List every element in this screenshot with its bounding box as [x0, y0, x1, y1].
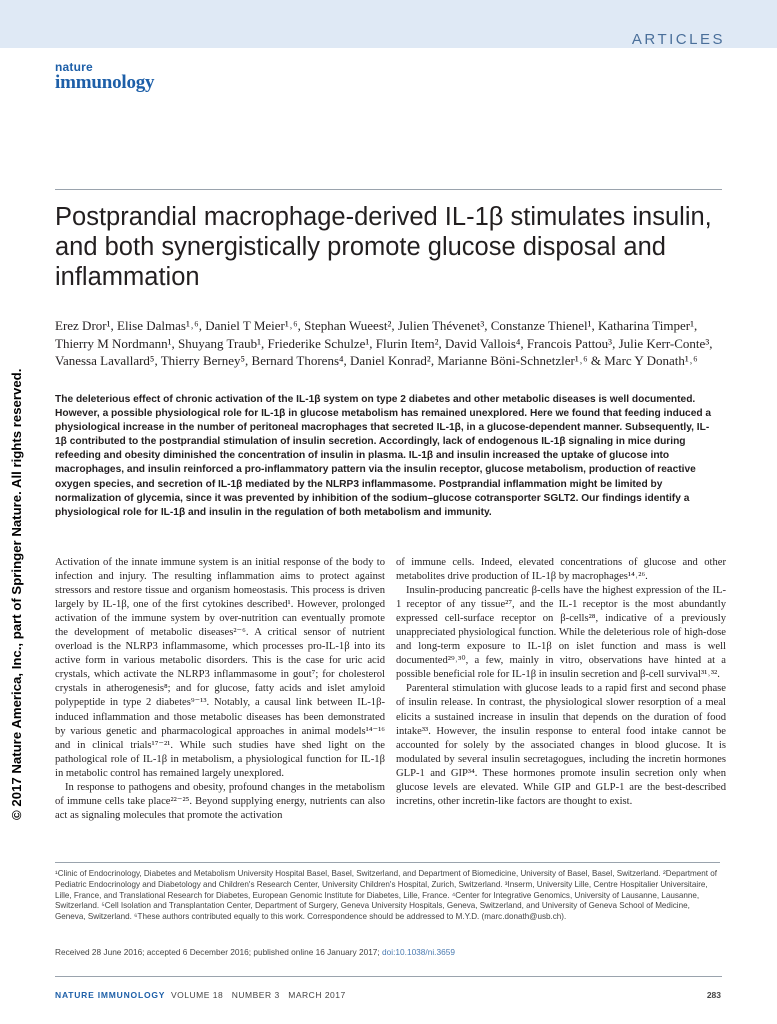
journal-logo	[55, 61, 154, 92]
paragraph: In response to pathogens and obesity, profound changes in the metabolism of immune cells take place²²⁻²⁵. Beyond supplying energy, nutrients can also act as signaling molecules that promote the activation	[55, 781, 385, 821]
page-number: 283	[706, 990, 721, 1000]
paragraph: of immune cells. Indeed, elevated concentrations of glucose and other metabolites drive production of IL-1β by macrophages¹⁴˒²⁶.	[396, 557, 726, 583]
title-divider	[55, 189, 722, 190]
affiliation-footnotes: ¹Clinic of Endocrinology, Diabetes and Metabolism University Hospital Basel, Basel, Switzerland, and Department of Biomedicine, University of Basel, Basel, Switzerland. ²Department of Pediatric Endocrinology and Diabetology and Children's Research Center, University Children's Hospital, Zurich, Switzerland. ³Inserm, University Lille, Centre Hospitalier Universitaire, Lille, France, and Translational Research for Diabetes, European Genomic Institute for Diabetes, Lille, France. ⁴Center for Integrative Genomics, University of Lausanne, Lausanne, Switzerland. ⁵Cell Isolation and Transplantation Center, Department of Surgery, Geneva University Hospitals, Geneva, Switzerland, and University of Geneva School of Medicine, Geneva, Switzerland. ⁶These authors contributed equally to this work. Correspondence should be addressed to M.Y.D. (marc.donath@usb.ch).	[55, 869, 718, 922]
copyright-text: © 2017 Nature America, Inc., part of Springer Nature. All rights reserved.	[9, 368, 24, 820]
footnote-divider	[55, 862, 720, 863]
received-line	[55, 947, 722, 957]
received-dates: Received 28 June 2016; accepted 6 December 2016; published online 16 January 2017;	[55, 947, 380, 957]
article-title: Postprandial macrophage-derived IL-1β stimulates insulin, and both synergistically promote glucose disposal and inflammation	[55, 203, 712, 291]
paragraph: Activation of the innate immune system is an initial response of the body to infection and injury. The resulting inflammation aims to protect against stressors and restore tissue and organism homeostasis. This process is driven largely by IL-1β, one of the first cytokines described¹. However, prolonged activation of the immune system by over-nutrition can eventually promote the development of metabolic diseases²⁻⁶. A critical sensor of nutrient overload is the NLRP3 inflammasome, which processes pro-IL-1β into its active form in various metabolic disorders. This is the case for uric acid crystals, which activate the NLRP3 inflammasome in gout⁷; for cholesterol crystals in atherogenesis⁸; and for glucose, fatty acids and islet amyloid polypeptide in type 2 diabetes⁹⁻¹³. Notably, a causal link between IL-1β-induced inflammation and those metabolic diseases has been demonstrated by various genetic and pharmacological approaches in animal models¹⁴⁻¹⁶ and in clinical trials¹⁷⁻²¹. While such studies have shed light on the pathological role of IL-1β in metabolism, a physiological function for IL-1β in metabolic control has remained largely unexplored.	[55, 557, 385, 779]
footer-divider	[55, 976, 722, 977]
footer-journal: NATURE IMMUNOLOGY	[55, 990, 166, 1000]
paragraph: Insulin-producing pancreatic β-cells have the highest expression of the IL-1 receptor of any tissue²⁷, and the IL-1 receptor is the most abundantly expressed cell-surface receptor on β-cells²⁸, indicative of a previously unappreciated physiological function. While the deleterious role of high-dose and long-term exposure to IL-1β on islet function and mass is well documented²⁹˒³⁰, a few, mainly in vitro, observations have hinted at a possible beneficial role for IL-1β in insulin secretion and β-cell survival³¹˒³².	[396, 585, 726, 681]
logo-line1: nature	[55, 60, 93, 74]
body-column-left	[55, 556, 385, 823]
section-label: ARTICLES	[631, 31, 725, 48]
copyright-sidebar	[9, 260, 29, 820]
logo-line2: immunology	[55, 72, 155, 93]
abstract: The deleterious effect of chronic activation of the IL-1β system on type 2 diabetes and other metabolic diseases is well documented. However, a possible physiological role for IL-1β in glucose metabolism has remained unexplored. Here we found that feeding induced a physiological increase in the number of peritoneal macrophages that secreted IL-1β, in a glucose-dependent manner. Subsequently, IL-1β contributed to the postprandial stimulation of insulin secretion. Accordingly, lack of endogenous IL-1β signaling in mice during refeeding and obesity diminished the concentration of insulin in plasma. IL-1β and insulin increased the uptake of glucose into macrophages, and insulin reinforced a pro-inflammatory pattern via the insulin receptor, glucose metabolism, production of reactive oxygen species, and secretion of IL-1β mediated by the NLRP3 inflammasome. Postprandial inflammation might be limited by normalization of glycemia, since it was prevented by inhibition of the sodium–glucose cotransporter SGLT2. Our findings identify a physiological role for IL-1β and insulin in the regulation of both metabolism and immunity.	[55, 394, 712, 518]
running-footer	[55, 990, 346, 1000]
paragraph: Parenteral stimulation with glucose leads to a rapid first and second phase of insulin release. In contrast, the physiological slower resorption of a meal elicits a sustained increase in insulin that depends on the duration of food intake³³. However, the insulin response to enteral food intake cannot be accounted for solely by the associated changes in blood glucose. It is modulated by several insulin secretagogues, including the incretin hormones GLP-1 and GIP³⁴. These hormones promote insulin secretion only when glucose levels are elevated. While GIP and GLP-1 are the best-described incretins, other incretin-like factors are thought to exist.	[396, 683, 726, 807]
footer-issue: VOLUME 18 NUMBER 3 MARCH 2017	[170, 990, 346, 1000]
doi-link[interactable]: doi:10.1038/ni.3659	[382, 947, 455, 957]
author-list: Erez Dror¹, Elise Dalmas¹˒⁶, Daniel T Meier¹˒⁶, Stephan Wueest², Julien Thévenet³, Constanze Thienel¹, Katharina Timper¹, Thierry M Nordmann¹, Shuyang Traub¹, Friederike Schulze¹, Flurin Item², David Vallois⁴, Francois Pattou³, Julie Kerr-Conte³, Vanessa Lavallard⁵, Thierry Berney⁵, Bernard Thorens⁴, Daniel Konrad², Marianne Böni-Schnetzler¹˒⁶ & Marc Y Donath¹˒⁶	[55, 318, 713, 368]
body-column-right	[396, 556, 726, 809]
